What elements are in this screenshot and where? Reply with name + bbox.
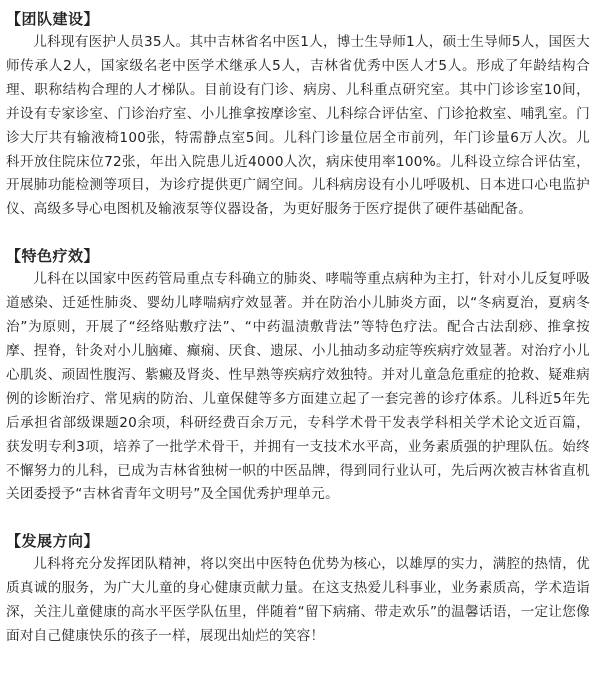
section-development-direction (6, 530, 590, 649)
section-featured-therapy (6, 245, 590, 507)
section-paragraph: 儿科现有医护人员35人。其中吉林省名中医1人，博士生导师1人，硕士生导师5人，国医大师传承人2人，国家级名老中医学术继承人5人，吉林省优秀中医人才5人。形成了年龄结构合理、职称结构合理的人才梯队。目前设有门诊、病房、儿科重点研究室。其中门诊诊室10间，并设有专家诊室、门诊治疗室、小儿推拿按摩诊室、儿科综合评估室、门诊抢救室、哺乳室。门诊大厅共有输液椅100张，特需静点室5间。儿科门诊量位居全市前列，年门诊量6万人次。儿科开放住院床位72张，年出入院患儿近4000人次，病床使用率100%。儿科设立综合评估室，开展肺功能检测等项目，为诊疗提供更广阔空间。儿科病房设有小儿呼吸机、日本进口心电监护仪、高级多导心电图机及输液泵等仪器设备，为更好服务于医疗提供了硬件基础配备。 (6, 34, 590, 218)
section-heading: 【特色疗效】 (6, 247, 100, 266)
section-divider (6, 507, 590, 530)
section-heading: 【发展方向】 (6, 532, 100, 551)
section-heading: 【团队建设】 (6, 10, 100, 28)
section-paragraph: 儿科将充分发挥团队精神，将以突出中医特色优势为核心，以雄厚的实力，满腔的热情，优质真诚的服务，为广大儿童的身心健康贡献力量。在这支热爱儿科事业，业务素质高，学术造诣深，关注儿童健康的高水平医学队伍里，伴随着“留下病痛、带走欢乐”的温馨话语，一定让您像面对自己健康快乐的孩子一样，展现出灿烂的笑容！ (6, 556, 590, 645)
section-team-building (6, 8, 590, 222)
section-paragraph: 儿科在以国家中医药管局重点专科确立的肺炎、哮喘等重点病种为主打，针对小儿反复呼吸道感染、迁延性肺炎、婴幼儿哮喘病疗效显著。并在防治小儿肺炎方面，以“冬病夏治，夏病冬治”为原则，开展了“经络贴敷疗法”、“中药温渍敷背法”等特色疗法。配合古法刮痧、推拿按摩、捏脊，针灸对小儿脑瘫、癫痫、厌食、遗尿、小儿抽动多动症等疾病疗效显著。对治疗小儿心肌炎、顽固性腹泻、紫癜及肾炎、性早熟等疾病疗效独特。并对儿童急危重症的抢救、疑难病例的诊断治疗、常见病的防治、儿童保健等多方面建立起了一套完善的诊疗体系。儿科近5年先后承担省部级课题20余项，科研经费百余万元，专科学术骨干发表学科相关学术论文近百篇，获发明专利3项，培养了一批学术骨干，并拥有一支技术水平高，业务素质强的护理队伍。始终不懈努力的儿科，已成为吉林省独树一帜的中医品牌，得到同行业认可，先后两次被吉林省直机关团委授予“吉林省青年文明号”及全国优秀护理单元。 (6, 271, 590, 503)
section-divider (6, 222, 590, 245)
